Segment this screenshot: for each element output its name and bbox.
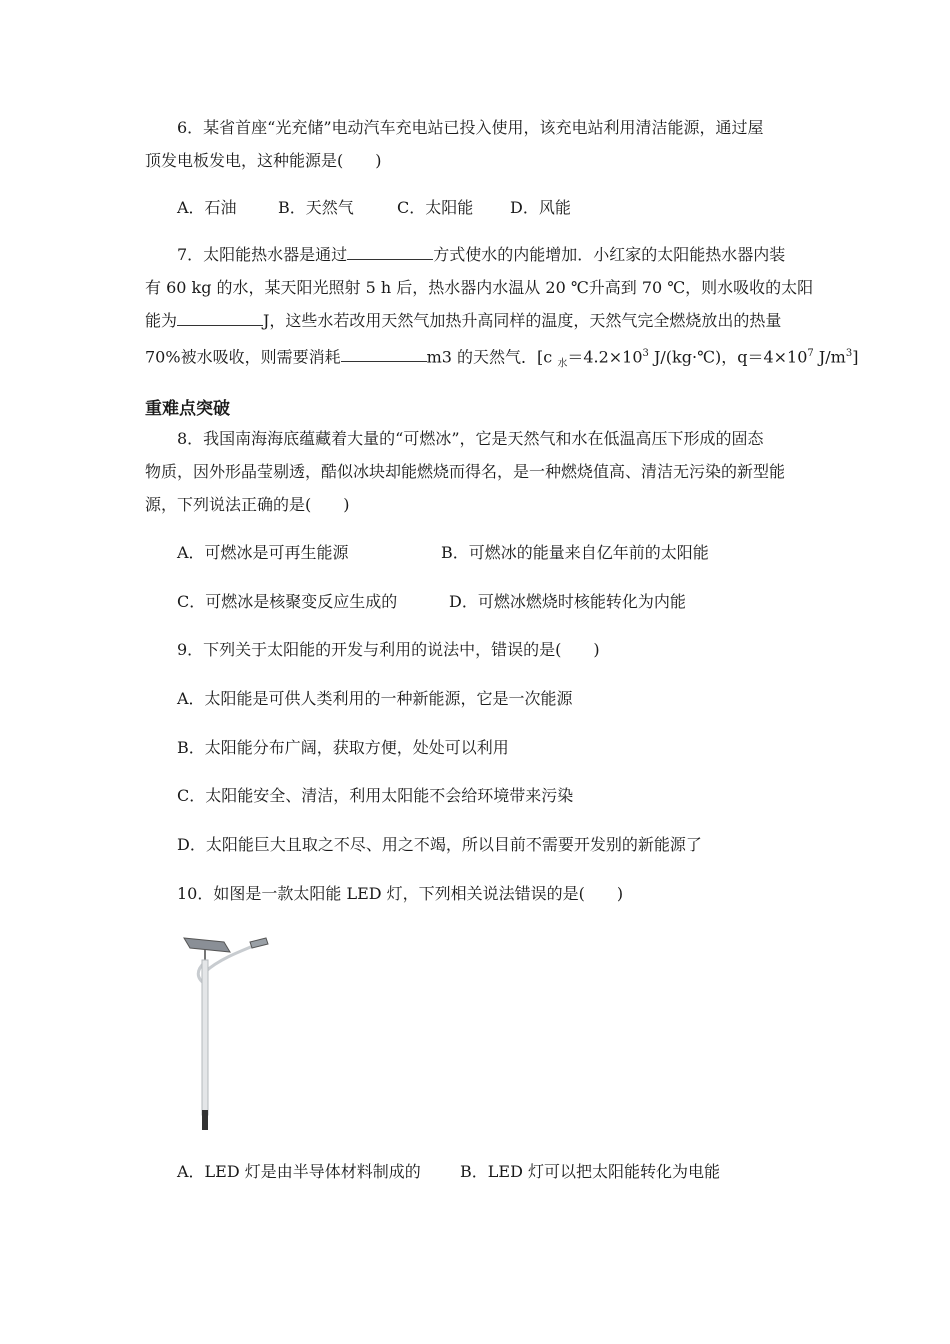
superscript: 7 xyxy=(807,348,814,359)
q7-text-4e: J/m xyxy=(813,347,846,367)
q8-option-c: C．可燃冰是核聚变反应生成的 xyxy=(177,592,398,611)
q7-text-3b: J，这些水若改用天然气加热升高同样的温度，天然气完全燃烧放出的热量 xyxy=(263,311,782,330)
q6-option-a: A．石油 xyxy=(177,198,237,217)
q7-text-4d: J/(kg·℃)，q＝4×10 xyxy=(648,347,808,367)
q10-stem: 10．如图是一款太阳能 LED 灯，下列相关说法错误的是( ) xyxy=(177,884,624,903)
q7-text-4f: ] xyxy=(852,347,859,367)
q8-option-a: A．可燃冰是可再生能源 xyxy=(177,543,349,562)
q6-line-2: 顶发电板发电，这种能源是( ) xyxy=(145,151,382,170)
q9-option-a: A．太阳能是可供人类利用的一种新能源，它是一次能源 xyxy=(177,689,573,708)
superscript: 3 xyxy=(845,348,853,359)
q7-text-1b: 方式使水的内能增加．小红家的太阳能热水器内装 xyxy=(433,245,786,264)
q7-line-1 xyxy=(177,245,785,265)
q10-option-a: A．LED 灯是由半导体材料制成的 xyxy=(177,1162,421,1181)
q7-text-1a: 7．太阳能热水器是通过 xyxy=(177,245,348,264)
q6-line-1: 6．某省首座“光充储”电动汽车充电站已投入使用，该充电站利用清洁能源，通过屋 xyxy=(177,118,764,137)
q9-option-c: C．太阳能安全、清洁，利用太阳能不会给环境带来污染 xyxy=(177,786,574,805)
q8-line-1: 8．我国南海海底蕴藏着大量的“可燃冰”，它是天然气和水在低温高压下形成的固态 xyxy=(177,429,764,448)
q7-text-4b: m3 的天然气．[c xyxy=(426,347,558,367)
q8-option-d: D．可燃冰燃烧时核能转化为内能 xyxy=(449,592,686,611)
section-title: 重难点突破 xyxy=(145,399,230,419)
q7-line-3 xyxy=(145,311,781,331)
q7-text-3a: 能为 xyxy=(145,311,178,330)
solar-panel-icon xyxy=(184,938,230,952)
q7-line-4 xyxy=(145,344,858,375)
answer-blank xyxy=(177,311,263,326)
q6-option-b: B．天然气 xyxy=(278,198,354,217)
q9-option-b: B．太阳能分布广阔，获取方便，处处可以利用 xyxy=(177,738,509,757)
q7-text-4c: ＝4.2×10 xyxy=(567,347,643,367)
q9-option-d: D．太阳能巨大且取之不尽、用之不竭，所以目前不需要开发别的新能源了 xyxy=(177,835,702,854)
q6-option-d: D．风能 xyxy=(510,198,571,217)
q9-stem: 9．下列关于太阳能的开发与利用的说法中，错误的是( ) xyxy=(177,640,600,659)
q7-line-2: 有 60 kg 的水，某天阳光照射 5 h 后，热水器内水温从 20 ℃升高到 70 ℃，则水吸收的太阳 xyxy=(145,278,814,297)
led-lamp-head-icon xyxy=(250,938,268,948)
answer-blank xyxy=(347,245,433,260)
answer-blank xyxy=(341,347,427,362)
q10-option-b: B．LED 灯可以把太阳能转化为电能 xyxy=(460,1162,720,1181)
q8-line-3: 源，下列说法正确的是( ) xyxy=(145,495,350,514)
superscript: 3 xyxy=(642,348,649,359)
lamp-base xyxy=(202,1110,208,1130)
q8-line-2: 物质，因外形晶莹剔透，酷似冰块却能燃烧而得名，是一种燃烧值高、清洁无污染的新型能 xyxy=(145,462,786,481)
q6-option-c: C．太阳能 xyxy=(397,198,474,217)
q8-option-b: B．可燃冰的能量来自亿年前的太阳能 xyxy=(441,543,709,562)
lamp-pole xyxy=(202,960,208,1115)
subscript: 水 xyxy=(557,358,568,370)
solar-led-street-lamp-image xyxy=(178,930,278,1135)
q7-text-4a: 70%被水吸收，则需要消耗 xyxy=(145,347,341,367)
